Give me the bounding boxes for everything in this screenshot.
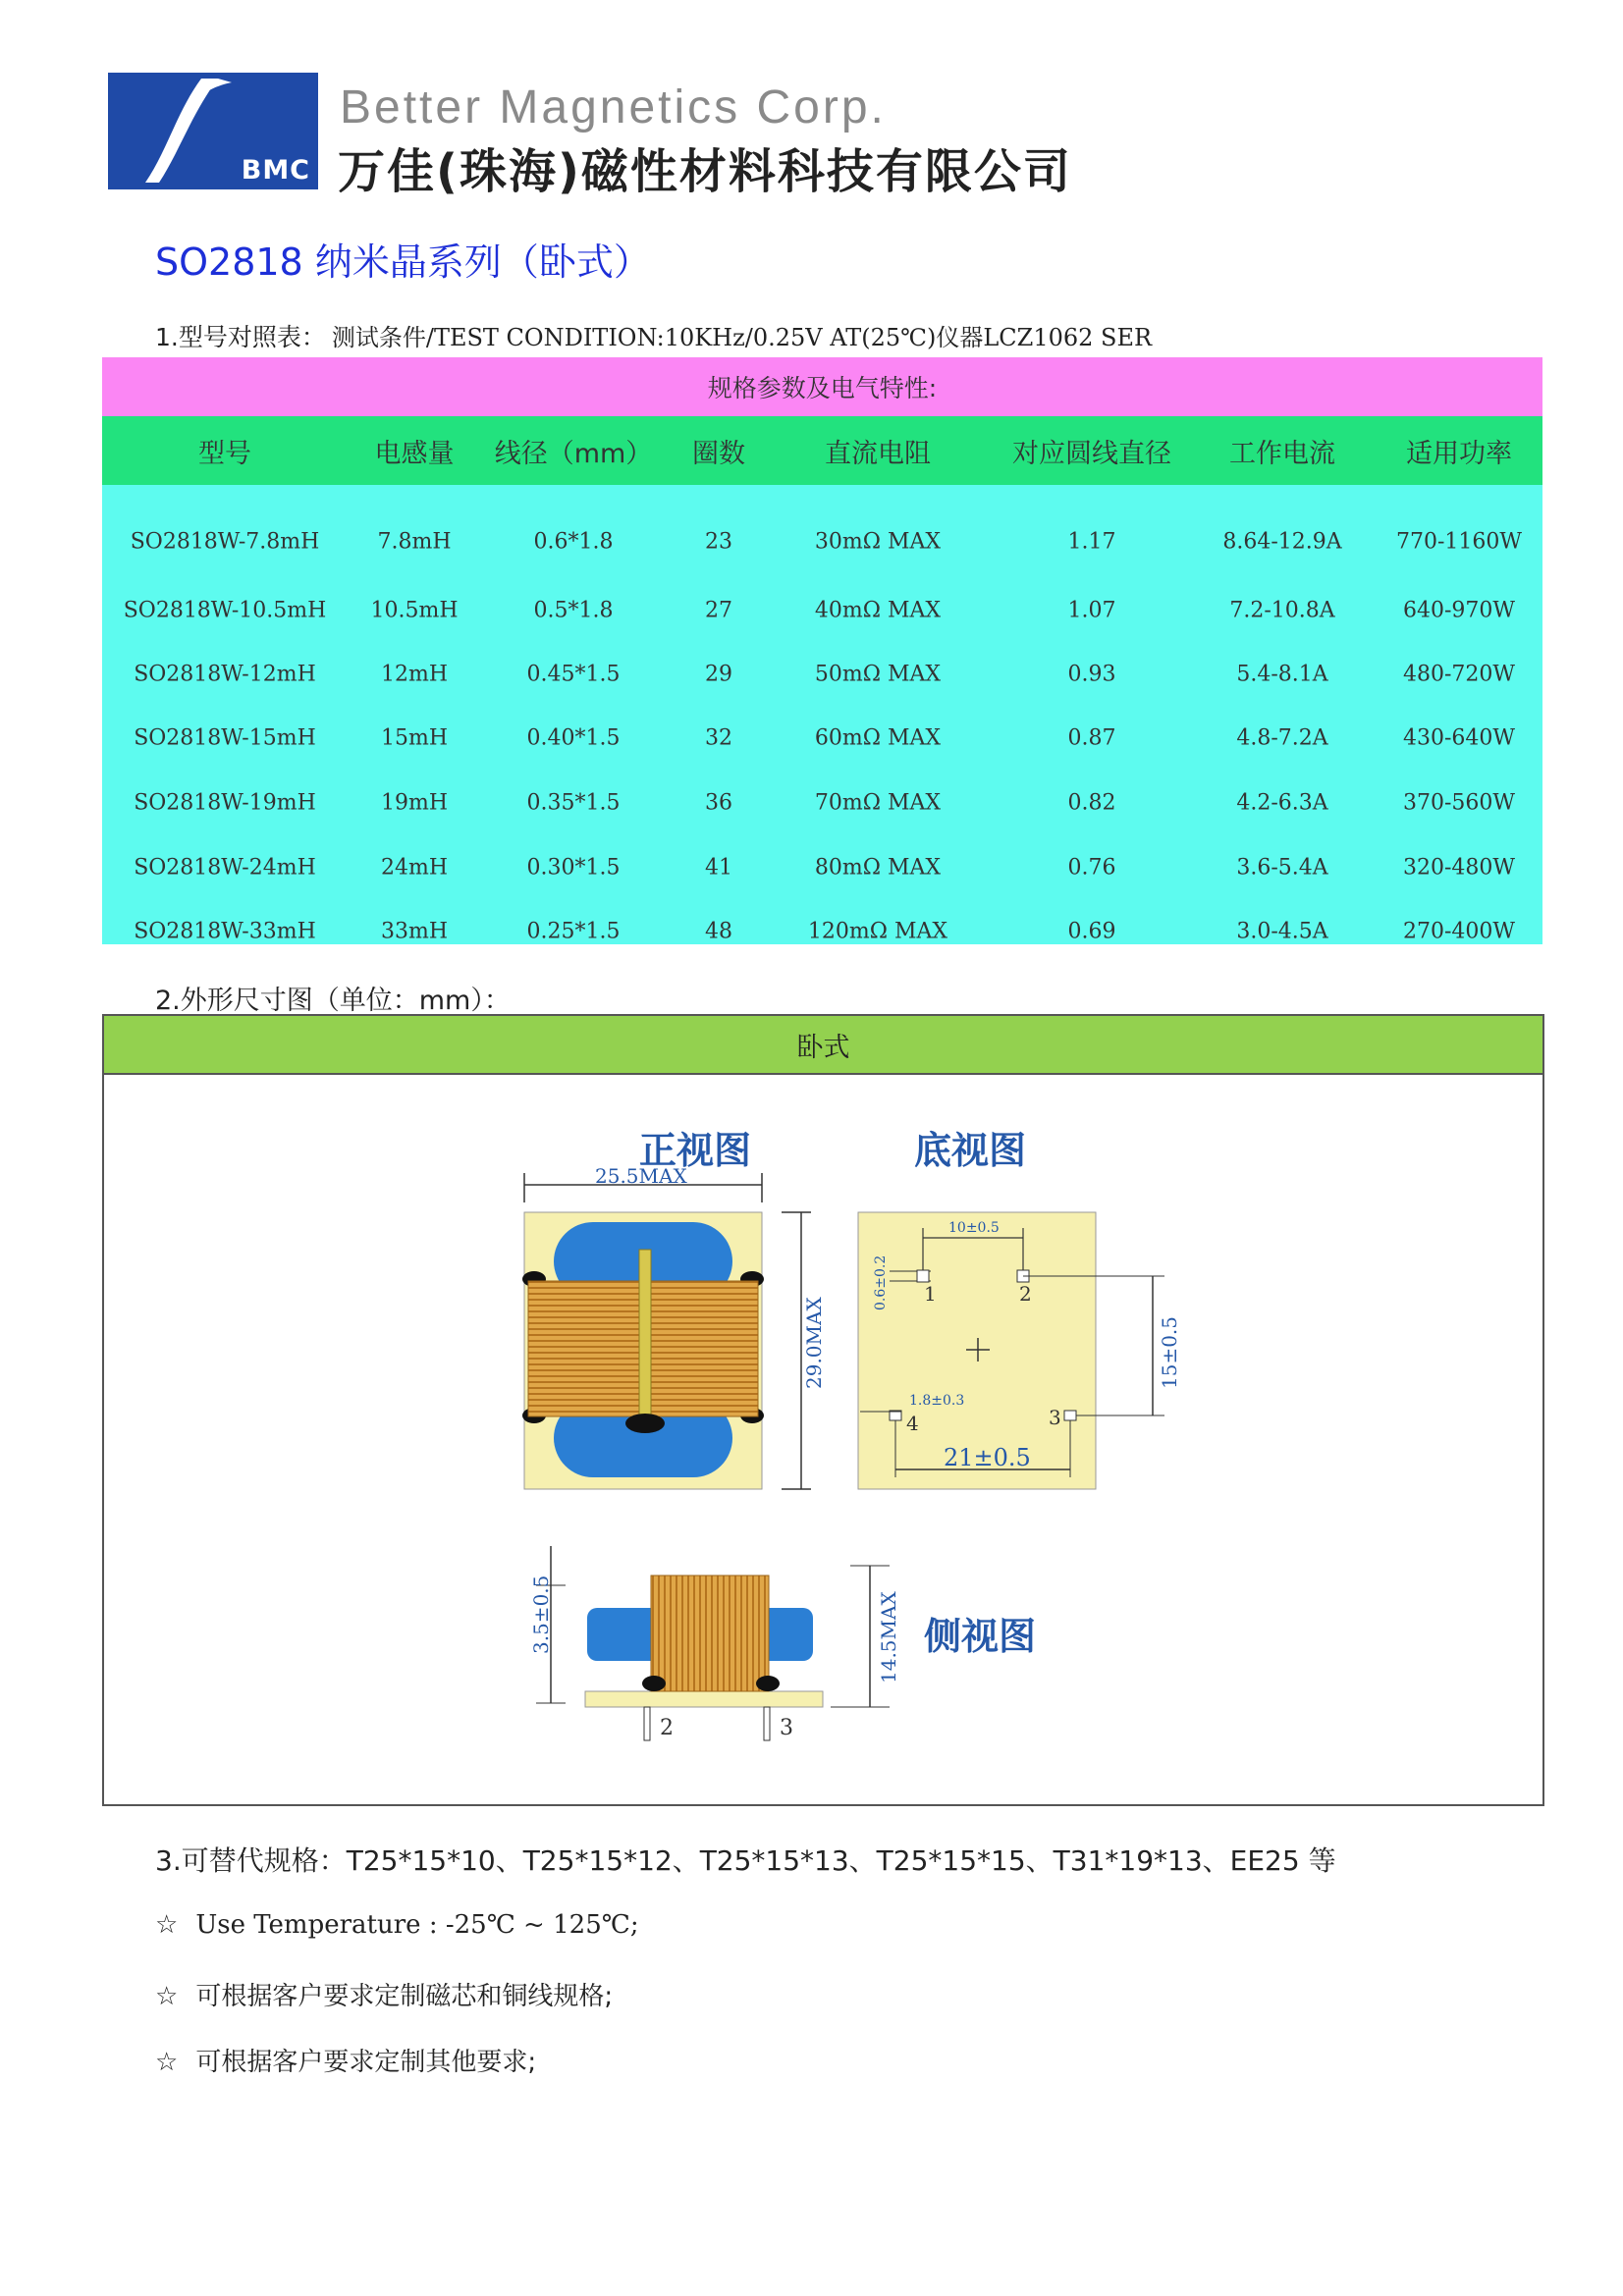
company-logo [108,73,318,189]
dim-35-label: 3.5±0.5 [529,1575,553,1654]
table-caption: 规格参数及电气特性: [102,357,1542,416]
table-cell: 0.87 [1067,725,1116,751]
pin-2-label: 2 [1019,1282,1032,1306]
logo-text: BMC [241,155,310,186]
section-1-label: 1.型号对照表： [155,323,326,351]
column-header: 工作电流 [1229,438,1335,469]
front-view-title: 正视图 [639,1128,752,1172]
table-cell: 70mΩ MAX [814,790,942,816]
note-custom-other [155,2042,536,2078]
side-pin-3-label: 3 [780,1716,793,1740]
table-cell: 41 [705,855,732,881]
table-cell: 0.69 [1067,919,1116,944]
table-cell: 0.25*1.5 [526,919,621,944]
test-condition: 测试条件/TEST CONDITION:10KHz/0.25V AT(25℃)仪器LCZ1062 SER [331,324,1153,351]
dim-15-label: 15±0.5 [1158,1315,1181,1389]
table-cell: 5.4-8.1A [1236,662,1328,687]
note-text: Use Temperature : -25℃ ~ 125℃; [195,1910,639,1940]
pin-1-label: 1 [924,1282,937,1306]
table-cell: 7.2-10.8A [1229,598,1335,623]
dim-145-label: 14.5MAX [877,1591,900,1683]
table-cell: 33mH [380,919,449,944]
column-header: 型号 [198,438,251,469]
table-cell: 640-970W [1402,598,1516,623]
table-cell: 40mΩ MAX [814,598,942,623]
table-cell: 120mΩ MAX [807,919,948,944]
side-view-title: 侧视图 [924,1614,1037,1658]
spec-table [102,357,1542,944]
dim-18-label: 1.8±0.3 [909,1393,965,1409]
section-2-heading: 2.外形尺寸图（单位：mm）： [155,986,511,1016]
dim-height-label: 29.0MAX [802,1297,826,1389]
table-cell: 0.5*1.8 [533,598,614,623]
star-icon: ☆ [155,1910,179,1940]
star-icon: ☆ [155,1982,179,2011]
section-1-heading [155,318,1152,353]
table-cell: 3.6-5.4A [1236,855,1328,881]
table-cell: SO2818W-7.8mH [130,529,320,555]
company-name-cn: 万佳(珠海)磁性材料科技有限公司 [338,144,1072,199]
front-view [522,1128,826,1489]
table-cell: 32 [705,725,732,751]
table-cell: 27 [705,598,732,623]
table-cell: 15mH [380,725,449,751]
column-header: 圈数 [692,438,745,469]
table-cell: 1.07 [1067,598,1116,623]
table-cell: 0.82 [1067,790,1116,816]
table-cell: 0.45*1.5 [526,662,621,687]
table-cell: 0.40*1.5 [526,725,621,751]
table-body [102,485,1542,944]
table-cell: 30mΩ MAX [814,529,942,555]
table-cell: 320-480W [1402,855,1516,881]
table-cell: 270-400W [1402,919,1516,944]
table-cell: 48 [705,919,732,944]
table-cell: 24mH [380,855,449,881]
table-cell: 8.64-12.9A [1222,529,1342,555]
table-cell: 430-640W [1402,725,1516,751]
table-cell: SO2818W-15mH [134,725,316,751]
table-cell: 370-560W [1402,790,1516,816]
table-cell: 7.8mH [377,529,452,555]
table-cell: SO2818W-19mH [134,790,316,816]
pin-4-label: 4 [906,1412,919,1435]
side-view [529,1546,1036,1740]
table-cell: 12mH [380,662,449,687]
table-cell: 50mΩ MAX [814,662,942,687]
table-cell: 770-1160W [1395,529,1523,555]
dimension-drawing [104,1075,1542,1804]
bottom-view-title: 底视图 [914,1128,1027,1172]
star-icon: ☆ [155,2048,179,2077]
note-text: 可根据客户要求定制磁芯和铜线规格; [195,1982,614,2011]
side-base [585,1691,823,1707]
table-cell: 60mΩ MAX [814,725,942,751]
table-cell: 36 [705,790,732,816]
dim-21-label: 21±0.5 [944,1444,1031,1471]
table-cell: 3.0-4.5A [1236,919,1328,944]
table-header-row [102,416,1542,485]
company-name-en: Better Magnetics Corp. [340,81,887,133]
table-cell: 0.6*1.8 [533,529,614,555]
table-cell: 80mΩ MAX [814,855,942,881]
note-custom-core [155,1976,613,2012]
column-header: 线径（mm） [494,438,653,469]
table-cell: SO2818W-10.5mH [123,598,327,623]
dimension-drawing-frame [102,1014,1544,1806]
table-cell: 0.30*1.5 [526,855,621,881]
table-cell: 480-720W [1402,662,1516,687]
column-header: 对应圆线直径 [1012,438,1171,469]
side-winding [651,1575,769,1691]
frame-title: 卧式 [104,1016,1542,1075]
table-cell: 0.93 [1067,662,1116,687]
table-cell: 23 [705,529,732,555]
column-header: 电感量 [374,438,455,469]
table-cell: SO2818W-33mH [134,919,316,944]
column-header: 直流电阻 [825,438,931,469]
page-title: SO2818 纳米晶系列（卧式） [155,240,651,284]
note-text: 可根据客户要求定制其他要求; [195,2048,537,2077]
table-cell: 1.17 [1067,529,1116,555]
table-cell: 19mH [380,790,449,816]
table-cell: 10.5mH [370,598,459,623]
side-pin-2-label: 2 [660,1716,674,1740]
table-cell: SO2818W-24mH [134,855,316,881]
table-cell: SO2818W-12mH [134,662,316,687]
table-cell: 4.8-7.2A [1236,725,1328,751]
section-3-alternatives: 3.可替代规格：T25*15*10、T25*15*12、T25*15*13、T25*15*15、T31*19*13、EE25 等 [155,1844,1336,1877]
pin-3-label: 3 [1049,1406,1061,1429]
table-cell: 4.2-6.3A [1236,790,1328,816]
dim-pitch-label: 10±0.5 [948,1220,1000,1236]
bottom-view [858,1128,1181,1489]
table-cell: 29 [705,662,732,687]
dim-offset-label: 0.6±0.2 [873,1255,889,1310]
table-cell: 0.35*1.5 [526,790,621,816]
table-cell: 0.76 [1067,855,1116,881]
dim-width-label: 25.5MAX [595,1164,687,1188]
column-header: 适用功率 [1406,438,1512,469]
note-temperature [155,1910,639,1940]
